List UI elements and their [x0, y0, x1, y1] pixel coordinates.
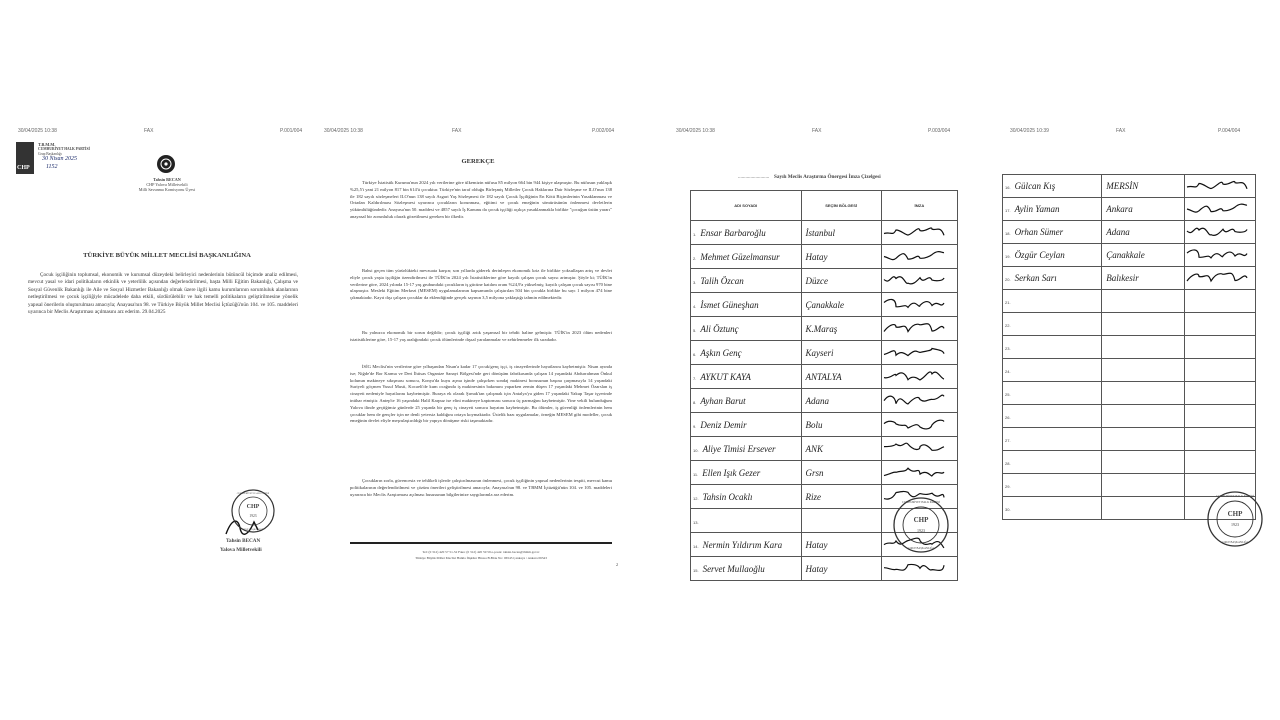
- signatory-region-cell: [801, 341, 881, 365]
- signature-stroke: [884, 324, 944, 332]
- row-number: 17.: [1005, 208, 1011, 213]
- handwritten-signature: [882, 341, 952, 363]
- signatory-name: Servet Mullaoğlu: [702, 563, 765, 574]
- signatory-name-cell: [691, 533, 802, 557]
- handwritten-signature: [882, 221, 952, 243]
- signature-cell: [881, 557, 957, 581]
- signatory-name: AYKUT KAYA: [700, 371, 751, 382]
- handwritten-signature: [882, 269, 952, 291]
- signature-row: [1003, 336, 1256, 359]
- signatory-name-cell: [1003, 474, 1102, 497]
- signatory-region-cell: [801, 533, 881, 557]
- signature-cell: [1184, 451, 1255, 474]
- signatory-name: Aliye Timisi Ersever: [702, 443, 776, 454]
- signatory-name: Serkan Sarı: [1014, 273, 1057, 283]
- signature-stroke: [1187, 204, 1247, 212]
- list-title: Sayılı Meclis Araştırma Önergesi İmza Çizelgesi: [774, 174, 881, 180]
- signatory-name-cell: [691, 245, 802, 269]
- signer-name: Tahsin BECAN: [226, 538, 261, 544]
- row-number: 18.: [1005, 231, 1011, 236]
- signature-row: [691, 317, 958, 341]
- signatory-region-cell: [1102, 428, 1185, 451]
- fax-header-fax: FAX: [144, 128, 154, 134]
- signatory-name-cell: [1003, 313, 1102, 336]
- signatory-region: Rize: [805, 491, 822, 502]
- signature-row: [1003, 290, 1256, 313]
- seal-p1-bottom: GRUP BAŞKANLIĞI: [242, 528, 264, 531]
- signatory-name-cell: [1003, 497, 1102, 520]
- row-number: 25.: [1005, 392, 1011, 397]
- signatory-region: Düzce: [805, 275, 829, 286]
- signature-row: [691, 413, 958, 437]
- signatory-region-cell: [801, 317, 881, 341]
- col-name-header: ADI SOYADI: [691, 191, 802, 221]
- signatory-name-cell: [1003, 405, 1102, 428]
- signature-stroke: [884, 277, 944, 284]
- signature-cell: [1184, 382, 1255, 405]
- signature-row: [691, 293, 958, 317]
- handwritten-signature: [882, 245, 952, 267]
- signatory-name-cell: [1003, 244, 1102, 267]
- seal-p1-top: CUMHURİYET HALK PARTİSİ: [236, 492, 270, 495]
- seal-p3-bottom: GRUP BAŞKANLIĞI: [908, 547, 934, 550]
- signatory-region: K.Maraş: [805, 323, 838, 334]
- handwritten-signature: [1185, 175, 1255, 196]
- signatory-name-cell: [691, 293, 802, 317]
- footer-line-1: Tel: (0 312) 420 57 51-52 Faks: (0 312) 420 59 59 e-posta: tahsin.becan@tbmm.gov.tr: [422, 550, 540, 554]
- signatory-name-cell: [691, 365, 802, 389]
- signatory-region: Grsn: [805, 467, 824, 478]
- signature-stroke: [884, 372, 944, 380]
- fax-header-page: P.004/004: [1218, 128, 1241, 134]
- signatory-name-cell: [691, 221, 802, 245]
- signature-cell: [881, 245, 957, 269]
- signatory-region: ANK: [805, 443, 824, 454]
- row-number: 11.: [693, 471, 699, 477]
- signature-cell: [881, 293, 957, 317]
- signatory-region-cell: [801, 413, 881, 437]
- signatory-region-cell: [1102, 474, 1185, 497]
- signature-stroke: [884, 395, 944, 404]
- row-number: 23.: [1005, 346, 1011, 351]
- fax-header-page: P.001/004: [280, 128, 303, 134]
- row-number: 1.: [693, 231, 697, 237]
- row-number: 14.: [693, 543, 699, 549]
- signatory-name: İsmet Güneşhan: [700, 299, 759, 310]
- signatory-name: Ellen Işık Gezer: [702, 467, 761, 478]
- signature-rows-p4: [1003, 175, 1256, 520]
- handwritten-signature: [882, 461, 952, 483]
- signature-cell: [881, 365, 957, 389]
- signatory-region-cell: [801, 485, 881, 509]
- signature-row: [691, 341, 958, 365]
- signatory-name-cell: [1003, 175, 1102, 198]
- signatory-region-cell: [1102, 221, 1185, 244]
- sender-line3: Milli Savunma Komisyonu Üyesi: [138, 187, 196, 192]
- signature-cell: [1184, 198, 1255, 221]
- signatory-name: Ensar Barbaroğlu: [700, 227, 766, 238]
- rationale-para-4: İSİG Meclisi'nin verilerine göre yılbaşından Nisan'a kadar 17 çocuk/genç işçi, iş cinayetlerinde hayatlarını kaybetmiştir. Nisan ayında ise; Niğde'de Bor Karma ve Deri İhtisas Organize Sanayi Bölgesi'nde geri dönüşüm fabrikasında çalışan 14 yaşındaki Abdurrahman Önkul kolunun makineye sıkışması sonucu, Konya'da kuyu açma işinde çalışırken sondaj makinesi borusunun başına çarpmasıyla 14 yaşındaki Suriyeli göçmen Yusuf Musti, Kocaeli'de kum ocağında iş makinesinin bakımını yaparken zemin düşen 17 yaşındaki Mehmet Özarslan iş cinayeti nedeniyle hayatlarını kaybetmiştir. Buraya ek olarak Şırnak'tan çalışmak için Antalya'ya giden 17 yaşındaki Yakup Taşar işyerinde intihar etmiştir. Antep'te 16 yaşındaki Halil Karpuz ise elini makineye kaptırması sonucu üç parmağını kaybetmiştir. Yine vekili bulunduğum Yalova ilinde geçtiğimiz günlerde 25 yaşında bir genç iş cinayeti sonucu hayatını kaybetmiştir. Bu ölümler, iş güvenliği önlemlerinin hem çocuklar hem de gençler için ne denli yetersiz kaldığını ortaya koymaktadır. Üstelik bazı uygulamalar, örneğin MESEM gibi modeller, çocuk emeğinin devlet eliyle meşrulaştırıldığı bir yapıya dönüşme riski taşımaktadır.: [350, 364, 612, 424]
- signatory-name: Mehmet Güzelmansur: [700, 251, 780, 262]
- row-number: 26.: [1005, 415, 1011, 420]
- signatory-name-cell: [691, 413, 802, 437]
- handwritten-signature: [882, 293, 952, 315]
- row-number: 12.: [693, 495, 699, 501]
- signature-row: [1003, 221, 1256, 244]
- signature-stroke: [884, 420, 944, 429]
- signatory-region-cell: [1102, 244, 1185, 267]
- signatory-region: Ankara: [1106, 204, 1133, 214]
- signatory-name-cell: [1003, 359, 1102, 382]
- addressee: TÜRKİYE BÜYÜK MİLLET MECLİSİ BAŞKANLIĞINA: [83, 252, 251, 259]
- signature-row: [691, 557, 958, 581]
- fax-header-fax: FAX: [812, 128, 822, 134]
- signatory-name-cell: [691, 437, 802, 461]
- fax-header-date: 30/04/2025 10:39: [1010, 128, 1049, 134]
- signatory-region-cell: [801, 245, 881, 269]
- fax-header-fax: FAX: [452, 128, 462, 134]
- signature-stroke: [884, 443, 944, 450]
- signature-row: [691, 245, 958, 269]
- handwritten-signature: [882, 557, 952, 579]
- signatory-region: Balıkesir: [1106, 273, 1139, 283]
- fax-header-page: P.002/004: [592, 128, 615, 134]
- signature-cell: [881, 461, 957, 485]
- signature-row: [691, 437, 958, 461]
- signatory-name-cell: [1003, 428, 1102, 451]
- signature-stroke: [884, 349, 944, 356]
- signature-stroke: [884, 564, 944, 570]
- page-number: 2: [616, 562, 619, 567]
- signatory-region: Çanakkale: [805, 299, 845, 310]
- signatory-region-cell: [1102, 451, 1185, 474]
- receipt-stamp: [16, 142, 116, 174]
- signatory-name-cell: [691, 389, 802, 413]
- signature-cell: [1184, 428, 1255, 451]
- signatory-region-cell: [801, 557, 881, 581]
- row-number: 29.: [1005, 484, 1011, 489]
- seal-p4-top: CUMHURİYET HALK PARTİSİ: [1216, 495, 1254, 498]
- signatory-region: Çanakkale: [1106, 250, 1145, 260]
- signature-cell: [1184, 313, 1255, 336]
- handwritten-signature: [882, 317, 952, 339]
- signature-row: [1003, 313, 1256, 336]
- rationale-para-2: Bahsi geçen tüm yürürlükteki mevzuata karşın; son yıllarda giderek derinleşen ekonomik kriz ile birlikte yoksullaşan artış ve devlet eliyle çocuk yaşta işçiliğin özendirilmesi ile TÜİK'in 2024 yılı İstatistiklerine göre kayıtlı çalışan çocuk sayısı artmıştır. Şöyle ki; TÜİK'in verilerine göre, 2024 yılında 15-17 yaş grubundaki çocukların iş gücüne katılım oranı %24,9'a yükselmiş; kayıtlı çalışan çocuk sayısı 970 bine ulaşmıştır. Mesleki Eğitim Merkezi (MESEM) uygulamalarının kapsamında çalıştırılan 504 bin çocukla birlikte bu sayı 1 milyon 474 bine çıkmaktadır. Kayıt dışı çalışan çocuklar da eklendiğinde gerçek sayının 3,5 milyona yaklaştığı tahmin edilmektedir.: [350, 268, 612, 301]
- signatory-region-cell: [1102, 405, 1185, 428]
- fax-header-date: 30/04/2025 10:38: [676, 128, 715, 134]
- signatory-region-cell: [801, 269, 881, 293]
- col-region-header: SEÇİM BÖLGESİ: [801, 191, 881, 221]
- signatory-region-cell: [801, 293, 881, 317]
- sender-name: Tahsin BECAN: [153, 177, 181, 182]
- signature-cell: [1184, 290, 1255, 313]
- handwritten-signature: [1185, 198, 1255, 219]
- signatory-region-cell: [1102, 290, 1185, 313]
- row-number: 15.: [693, 567, 699, 573]
- signature-row: [691, 389, 958, 413]
- signatory-name: Deniz Demir: [700, 419, 747, 430]
- signatory-name-cell: [691, 557, 802, 581]
- signatory-name: Nermin Yıldırım Kara: [702, 539, 783, 550]
- signature-cell: [1184, 221, 1255, 244]
- signatory-region: MERSİN: [1106, 181, 1139, 191]
- rationale-para-5: Çocukların zorla, güvencesiz ve tehlikeli işlerde çalıştırılmasının önlenmesi, çocuk işçiliğinin yapısal nedenlerinin tespiti, mevcut kamu politikalarının değerlendirilmesi ve çözüm önerileri geliştirilmesi amacıyla; Anayasa'nın 98. ve TBMM İçtüzüğü'nün 104. ve 105. maddeleri uyarınca bir Meclis Araştırması açılması hususunun bilgilerinize saygılarımla arz ederim.: [350, 478, 612, 497]
- signature-row: [691, 461, 958, 485]
- request-body: Çocuk işçiliğinin toplumsal, ekonomik ve kurumsal düzeydeki belirleyici nedenlerinin bütüncül biçimde analiz edilmesi, mevcut yasal ve idari politikaların etkinlik ve yeterlilik açısından değerlendirilmesi, başta Milli Eğitim Bakanlığı, Çalışma ve Sosyal Güvenlik Bakanlığı ile Aile ve Sosyal Hizmetler Bakanlığı olmak üzere ilgili kamu kurumlarının sorumluluk alanlarının netleştirilmesi ve çocuk işçiliğiyle mücadelede daha etkili, sürdürülebilir ve hak temelli politikaların geliştirilmesine yönelik yapısal önerilerin oluşturulması amacıyla; Anayasa'nın 98. ve Türkiye Büyük Millet Meclisi İçtüzüğü'nün 104. ve 105. maddeleri uyarınca bir Meclis Araştırması açılmasını arz ederim. 29.04.2025: [28, 272, 298, 316]
- row-number: 3.: [693, 279, 697, 285]
- signature-cell: [881, 389, 957, 413]
- signatory-name: Gülcan Kış: [1014, 181, 1056, 191]
- signature-stroke: [884, 468, 944, 476]
- signer-title: Yalova Milletvekili: [220, 547, 262, 553]
- row-number: 13.: [693, 519, 699, 525]
- signatory-name-cell: [691, 509, 802, 533]
- row-number: 4.: [693, 303, 697, 309]
- signatory-name-cell: [1003, 382, 1102, 405]
- signatory-region-cell: [801, 221, 881, 245]
- signatory-region: ANTALYA: [805, 371, 842, 382]
- signatory-name-cell: [691, 485, 802, 509]
- row-number: 20.: [1005, 277, 1011, 282]
- footer-rule: [350, 542, 612, 544]
- list-title-prefix: .........................: [738, 175, 770, 180]
- row-number: 8.: [693, 399, 697, 405]
- signatory-name-cell: [1003, 221, 1102, 244]
- signatory-name: Aylin Yaman: [1014, 204, 1060, 214]
- signature-cell: [881, 341, 957, 365]
- signatory-region: Hatay: [805, 539, 828, 550]
- handwritten-signature: [1185, 221, 1255, 242]
- signature-row: [1003, 382, 1256, 405]
- handwritten-signature: [1185, 244, 1255, 265]
- row-number: 22.: [1005, 323, 1011, 328]
- signature-stroke: [1187, 181, 1247, 188]
- row-number: 7.: [693, 375, 697, 381]
- signature-row: [1003, 198, 1256, 221]
- fax-header-page: P.003/004: [928, 128, 951, 134]
- signature-table-p4: [1002, 174, 1256, 520]
- signatory-region-cell: [801, 365, 881, 389]
- fax-header-fax: FAX: [1116, 128, 1126, 134]
- sender-logo-icon: [157, 155, 175, 173]
- signatory-name: Ayhan Barut: [700, 395, 746, 406]
- signature-stroke: [1187, 273, 1247, 281]
- stamp-no: 1152: [46, 164, 58, 170]
- signature-row: [1003, 428, 1256, 451]
- party-seal-p4: [1206, 490, 1264, 548]
- row-number: 30.: [1005, 507, 1011, 512]
- signatory-name-cell: [1003, 336, 1102, 359]
- party-seal-p3: [892, 496, 950, 554]
- signatory-name-cell: [1003, 267, 1102, 290]
- row-number: 21.: [1005, 300, 1011, 305]
- footer-line-2: Türkiye Büyük Millet Meclisi Halkla İlişkiler Binası B.Blok No: 06543 Çankaya / Ankara 06543: [415, 556, 547, 560]
- signatory-region-cell: [801, 461, 881, 485]
- signatory-region-cell: [1102, 198, 1185, 221]
- signature-stroke: [1187, 228, 1247, 235]
- signatory-name-cell: [1003, 290, 1102, 313]
- stamp-logo: CHP: [17, 165, 30, 171]
- signature-cell: [1184, 244, 1255, 267]
- signatory-region: Adana: [805, 395, 830, 406]
- row-number: 27.: [1005, 438, 1011, 443]
- row-number: 19.: [1005, 254, 1011, 259]
- signatory-name: Talih Özcan: [700, 275, 744, 286]
- handwritten-signature: [1185, 267, 1255, 288]
- signature-cell: [881, 269, 957, 293]
- stamp-date: 30 Nisan 2025: [42, 156, 78, 162]
- handwritten-signature: [882, 413, 952, 435]
- rationale-para-1: Türkiye İstatistik Kurumu'nun 2024 yılı verilerine göre ülkemizin nüfusu 85 milyon 664 bin 944 kişiye ulaşmıştır. Bu nüfusun yaklaşık %25,5'i yani 21 milyon 817 bin 614'ü çocuktur. Türkiye'nin taraf olduğu Birleşmiş Milletler Çocuk Haklarına Dair Sözleşme ve ILO'nun 138 ile 182 sayılı sözleşmeleri ILO'nun 138 sayılı Asgari Yaş Sözleşmesi ile 182 sayılı Çocuk İşçiliğinin En Kötü Biçimlerinin Yasaklanması ve Ortadan Kaldırılması Sözleşmesi uyarınca çocukların korunması, eğitimi ve çocuk emeğinin sömürüsünün önlenmesi devletlerin yükümlülüğündedir. Anayasa'nın 50. maddesi ve 4857 sayılı İş Kanunu da çocuk işçiliği açıkça yasaklanmakla birlikte "çocuğun üstün yararı" anayasal bir zorunluluk olarak gözetilmesi gereken bir ilkedir.: [350, 180, 612, 219]
- stamp-line1: T.B.M.M.: [38, 142, 56, 147]
- row-number: 6.: [693, 351, 697, 357]
- stamp-line3: Grup Başkanlığı: [38, 152, 62, 156]
- signatory-name-cell: [1003, 198, 1102, 221]
- handwritten-signature: [882, 389, 952, 411]
- signature-stroke: [884, 228, 944, 235]
- signatory-name: Aşkın Genç: [700, 347, 742, 358]
- signatory-region: Adana: [1106, 227, 1130, 237]
- signatory-name: Ali Öztunç: [700, 323, 739, 334]
- row-number: 28.: [1005, 461, 1011, 466]
- handwritten-signature: [882, 365, 952, 387]
- signature-row: [691, 221, 958, 245]
- signatory-name-cell: [691, 341, 802, 365]
- signatory-region-cell: [1102, 175, 1185, 198]
- signatory-region: Bolu: [805, 419, 823, 430]
- signature-row: [691, 269, 958, 293]
- rationale-para-3: Bu yalnızca ekonomik bir sorun değildir; çocuk işçiliği artık yaşamsal bir tehdit haline gelmiştir. TÜİK'in 2023 ölüm nedenleri istatistiklerine göre, 15-17 yaş aralığındaki çocuk ölümlerinde dışsal yaralanmalar ve zehirlenmeler ilk sıradadır.: [350, 330, 612, 342]
- signature-row: [1003, 359, 1256, 382]
- row-number: 24.: [1005, 369, 1011, 374]
- signature-row: [1003, 451, 1256, 474]
- signatory-region-cell: [801, 389, 881, 413]
- signature-cell: [1184, 359, 1255, 382]
- signatory-name-cell: [691, 461, 802, 485]
- row-number: 16.: [1005, 185, 1011, 190]
- signatory-name: Tahsin Ocaklı: [702, 491, 753, 502]
- signature-row: [1003, 405, 1256, 428]
- signatory-region: İstanbul: [805, 227, 836, 238]
- signatory-region: Kayseri: [805, 347, 834, 358]
- sender-line2: CHP Yalova Milletvekili: [146, 182, 188, 187]
- seal-p4-center: CHP: [1227, 510, 1243, 518]
- signature-stroke: [884, 252, 944, 260]
- signatory-name: Özgür Ceylan: [1014, 250, 1065, 260]
- signatory-name-cell: [691, 317, 802, 341]
- row-number: 2.: [693, 255, 697, 261]
- signatory-region: Hatay: [805, 251, 828, 262]
- signatory-region-cell: [1102, 382, 1185, 405]
- signature-cell: [1184, 336, 1255, 359]
- signature-cell: [1184, 405, 1255, 428]
- signature-stroke: [1187, 250, 1247, 258]
- signature-row: [1003, 175, 1256, 198]
- fax-header-date: 30/04/2025 10:38: [18, 128, 57, 134]
- seal-p1-year: 1923: [249, 514, 257, 518]
- signature-cell: [881, 437, 957, 461]
- signatory-name-cell: [691, 269, 802, 293]
- signatory-region-cell: [1102, 267, 1185, 290]
- fax-header-date: 30/04/2025 10:38: [324, 128, 363, 134]
- signature-cell: [881, 221, 957, 245]
- signatory-name-cell: [1003, 451, 1102, 474]
- rationale-title: GEREKÇE: [461, 158, 495, 165]
- signatory-region-cell: [801, 437, 881, 461]
- signature-row: [1003, 267, 1256, 290]
- signatory-region-cell: [1102, 497, 1185, 520]
- seal-p3-center: CHP: [913, 516, 929, 524]
- signatory-region: Hatay: [805, 563, 828, 574]
- page-2-rationale: [320, 128, 636, 584]
- signatory-name: Orhan Sümer: [1014, 227, 1064, 237]
- signatory-region-cell: [1102, 313, 1185, 336]
- signature-row: [1003, 244, 1256, 267]
- signature-cell: [881, 317, 957, 341]
- signature-cell: [1184, 175, 1255, 198]
- signature-row: [691, 365, 958, 389]
- stamp-line2: CUMHURİYET HALK PARTİSİ: [38, 147, 90, 151]
- col-signature-header: İMZA: [881, 191, 957, 221]
- row-number: 10.: [693, 447, 699, 453]
- party-seal-p1-round: [230, 488, 276, 534]
- signature-cell: [1184, 267, 1255, 290]
- row-number: 9.: [693, 423, 697, 429]
- seal-p4-year: 1923: [1231, 522, 1239, 527]
- seal-p3-top: CUMHURİYET HALK PARTİSİ: [902, 501, 940, 504]
- signature-cell: [881, 413, 957, 437]
- handwritten-signature: [882, 437, 952, 459]
- row-number: 5.: [693, 327, 697, 333]
- seal-p1-center: CHP: [246, 504, 260, 510]
- signatory-region-cell: [1102, 336, 1185, 359]
- signatory-region-cell: [1102, 359, 1185, 382]
- seal-p3-year: 1923: [917, 528, 925, 533]
- seal-p4-bottom: GRUP BAŞKANLIĞI: [1222, 541, 1248, 544]
- signatory-region-cell: [801, 509, 881, 533]
- signature-stroke: [884, 299, 944, 307]
